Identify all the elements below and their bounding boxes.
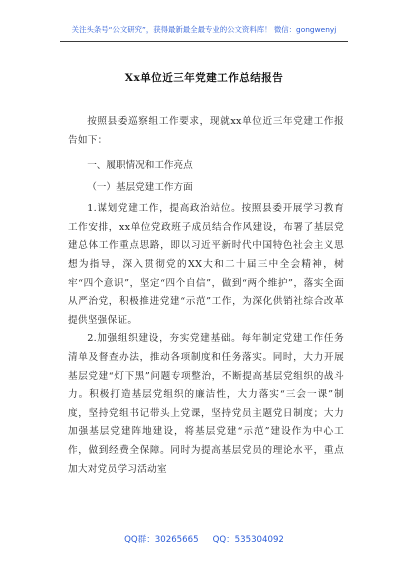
intro-paragraph: 按照县委巡察组工作要求，现就xx单位近三年党建工作报告如下：	[68, 116, 344, 146]
subsection-heading: （一）基层党建工作方面	[87, 182, 193, 194]
footer-qq: QQ：535304092	[212, 535, 284, 545]
footer-contact	[0, 533, 408, 545]
document-title: Xx单位近三年党建工作总结报告	[124, 72, 284, 84]
header-banner: 关注头条号“公文研究”，获得最新最全最专业的公文资料库！ 微信：gongwenyj	[71, 25, 337, 34]
section-heading: 一、履职情况和工作亮点	[87, 160, 193, 172]
body-paragraph-2: 2.加强组织建设，夯实党建基础。每年制定党建工作任务清单及督查办法，推动各项制度和任务落实。同时，大力开展基层党建“灯下黑”问题专项整治，不断提高基层党组织的战斗力。积极打造基层党组织的廉洁性，大力落实“三会一课”制度，坚持党组书记带头上党课，坚持党员主题党日制度；大力加强基层党建阵地建设，将基层党建“示范”建设作为中心工作，做到经费全保障。同时为提高基层党员的理论水平，重点加大对党员学习活动室	[68, 333, 344, 475]
document-body	[68, 113, 344, 479]
body-paragraph-1: 1.谋划党建工作，提高政治站位。按照县委开展学习教育工作安排，xx单位党政班子成员结合作风建设，布署了基层党建总体工作重点思路，即以习近平新时代中国特色社会主义思想为指导，深入贯彻党的XX大和二十届三中全会精神，树牢“四个意识”，坚定“四个自信”，做到“两个维护”，落实全面从严治党，积极推进党建“示范”工作，为深化供销社综合改革提供坚强保证。	[68, 203, 344, 326]
footer-qq-group: QQ群：30265665	[124, 535, 199, 545]
header-divider	[60, 41, 348, 42]
